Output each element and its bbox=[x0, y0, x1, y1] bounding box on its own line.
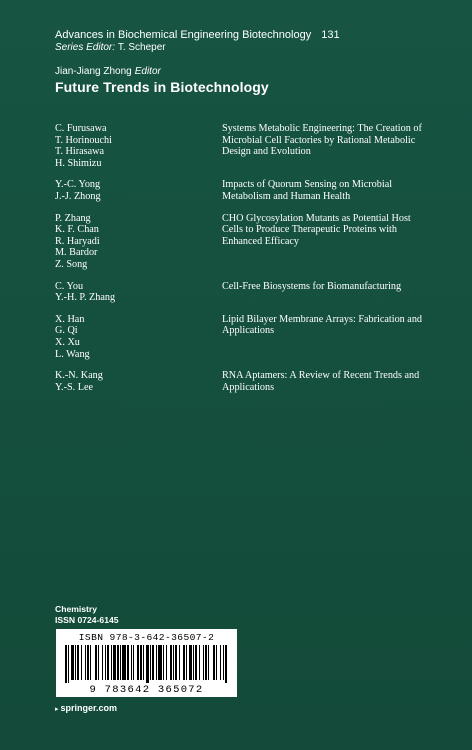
author-name: T. Hirasawa bbox=[55, 146, 105, 158]
chapter-authors bbox=[55, 123, 222, 169]
publisher-link[interactable] bbox=[55, 703, 117, 713]
author-name: Y.-H. P. Zhang bbox=[55, 292, 116, 304]
series-editor-name: T. Scheper bbox=[117, 42, 166, 53]
ean-digits: 9 783642 365072 bbox=[89, 684, 204, 696]
barcode-bar bbox=[127, 645, 129, 680]
chapter-entry bbox=[55, 281, 435, 304]
author-name: C. Furusawa bbox=[55, 123, 107, 134]
barcode-bar bbox=[71, 645, 74, 680]
author-name: J.-J. Zhong bbox=[55, 190, 101, 202]
barcode-bar bbox=[102, 645, 103, 680]
issn-label: ISSN 0724-6145 bbox=[55, 615, 119, 625]
publisher-url: springer.com bbox=[60, 703, 118, 713]
barcode-bar bbox=[152, 645, 154, 680]
volume-editor-role: Editor bbox=[134, 66, 161, 77]
barcode-bar bbox=[98, 645, 99, 680]
barcode-bar bbox=[173, 645, 174, 680]
author-name: Y.-S. Lee bbox=[55, 381, 94, 393]
author-name: H. Shimizu bbox=[55, 157, 102, 169]
barcode-bar bbox=[189, 645, 192, 680]
barcode-bar bbox=[170, 645, 172, 680]
barcode-bar bbox=[216, 645, 217, 680]
barcode-bar bbox=[195, 645, 197, 680]
chapter-authors bbox=[55, 179, 222, 202]
chapter-authors bbox=[55, 281, 222, 304]
chapter-title: Impacts of Quorum Sensing on Microbial Metabolism and Human Health bbox=[222, 179, 393, 202]
chapter-title: Systems Metabolic Engineering: The Creation of Microbial Cell Factories by Rational Metabolic Design and Evolution bbox=[222, 123, 422, 158]
barcode-box bbox=[56, 629, 237, 697]
volume-editor bbox=[55, 66, 161, 77]
chapter-title: RNA Aptamers: A Review of Recent Trends and Applications bbox=[222, 370, 420, 393]
barcode-bar bbox=[87, 645, 89, 680]
chapter-entry bbox=[55, 123, 435, 169]
barcode-bar bbox=[90, 645, 91, 680]
barcode-bar bbox=[186, 645, 187, 680]
barcode-bar bbox=[175, 645, 177, 680]
barcode-bar bbox=[223, 645, 224, 680]
author-name: L. Wang bbox=[55, 348, 90, 360]
barcode-bar bbox=[193, 645, 194, 680]
author-name: C. You bbox=[55, 280, 84, 292]
author-name: X. Han bbox=[55, 313, 85, 325]
series-volume: 131 bbox=[321, 29, 340, 41]
barcode-bar bbox=[107, 645, 109, 680]
barcode-bar bbox=[225, 645, 227, 683]
barcode-bar bbox=[183, 645, 185, 680]
barcode-bar bbox=[113, 645, 116, 680]
barcode-bar bbox=[150, 645, 151, 680]
chapter-entry bbox=[55, 213, 435, 271]
barcode-bar bbox=[158, 645, 162, 680]
barcode-bar bbox=[179, 645, 180, 680]
barcode-bar bbox=[68, 645, 69, 683]
author-name: X. Xu bbox=[55, 336, 80, 348]
barcode-bar bbox=[120, 645, 121, 680]
book-title: Future Trends in Biotechnology bbox=[55, 79, 269, 95]
barcode-bar bbox=[75, 645, 76, 680]
author-name: R. Haryadi bbox=[55, 235, 100, 247]
barcode-bar bbox=[85, 645, 86, 680]
author-name: K.-N. Kang bbox=[55, 370, 103, 382]
barcode-bar bbox=[166, 645, 167, 680]
series-editor-label: Series Editor: bbox=[55, 42, 116, 53]
barcode-bar bbox=[137, 645, 139, 680]
barcode-bar bbox=[81, 645, 82, 680]
barcode-bar bbox=[65, 645, 67, 683]
author-name: K. F. Chan bbox=[55, 224, 99, 236]
barcode-bar bbox=[133, 645, 134, 680]
subject-label: Chemistry bbox=[55, 604, 98, 614]
author-name: G. Qi bbox=[55, 325, 78, 337]
chapter-entry bbox=[55, 370, 435, 393]
barcode-bars bbox=[65, 645, 228, 683]
barcode-bar bbox=[117, 645, 119, 680]
author-name: M. Bardor bbox=[55, 247, 98, 259]
barcode-bar bbox=[146, 645, 149, 683]
chapter-authors bbox=[55, 314, 222, 360]
barcode-bar bbox=[122, 645, 126, 680]
barcode-bar bbox=[220, 645, 221, 680]
barcode-bar bbox=[105, 645, 106, 680]
author-name: P. Zhang bbox=[55, 212, 91, 224]
barcode-bar bbox=[95, 645, 97, 680]
chapter-title: Cell-Free Biosystems for Biomanufacturing bbox=[222, 280, 402, 292]
barcode-bar bbox=[143, 645, 144, 680]
barcode-bar bbox=[140, 645, 142, 680]
author-name: Y.-C. Yong bbox=[55, 179, 101, 191]
barcode-bar bbox=[199, 645, 200, 680]
series-editor-line bbox=[55, 42, 166, 53]
author-name: T. Horinouchi bbox=[55, 134, 112, 146]
chapter-title: CHO Glycosylation Mutants as Potential Host Cells to Produce Therapeutic Proteins with Enhanced Efficacy bbox=[222, 212, 411, 247]
series-line bbox=[55, 28, 340, 42]
volume-editor-name: Jian-Jiang Zhong bbox=[55, 66, 132, 77]
chapter-entry bbox=[55, 314, 435, 360]
author-name: Z. Song bbox=[55, 258, 88, 270]
barcode-bar bbox=[163, 645, 164, 680]
barcode-bar bbox=[111, 645, 112, 680]
barcode-bar bbox=[213, 645, 215, 680]
barcode-bar bbox=[156, 645, 157, 680]
barcode-bar bbox=[131, 645, 132, 680]
series-name: Advances in Biochemical Engineering Biotechnology bbox=[55, 29, 312, 41]
barcode-bar bbox=[205, 645, 207, 680]
barcode-bar bbox=[77, 645, 79, 680]
arrow-right-icon: ▸ bbox=[55, 706, 59, 713]
chapter-entry bbox=[55, 179, 435, 202]
chapter-authors bbox=[55, 213, 222, 271]
chapter-title: Lipid Bilayer Membrane Arrays: Fabrication and Applications bbox=[222, 313, 423, 337]
barcode-bar bbox=[208, 645, 209, 680]
chapter-list bbox=[55, 123, 435, 403]
isbn-text: ISBN 978-3-642-36507-2 bbox=[78, 632, 215, 643]
barcode-bar bbox=[203, 645, 204, 680]
chapter-authors bbox=[55, 370, 222, 393]
